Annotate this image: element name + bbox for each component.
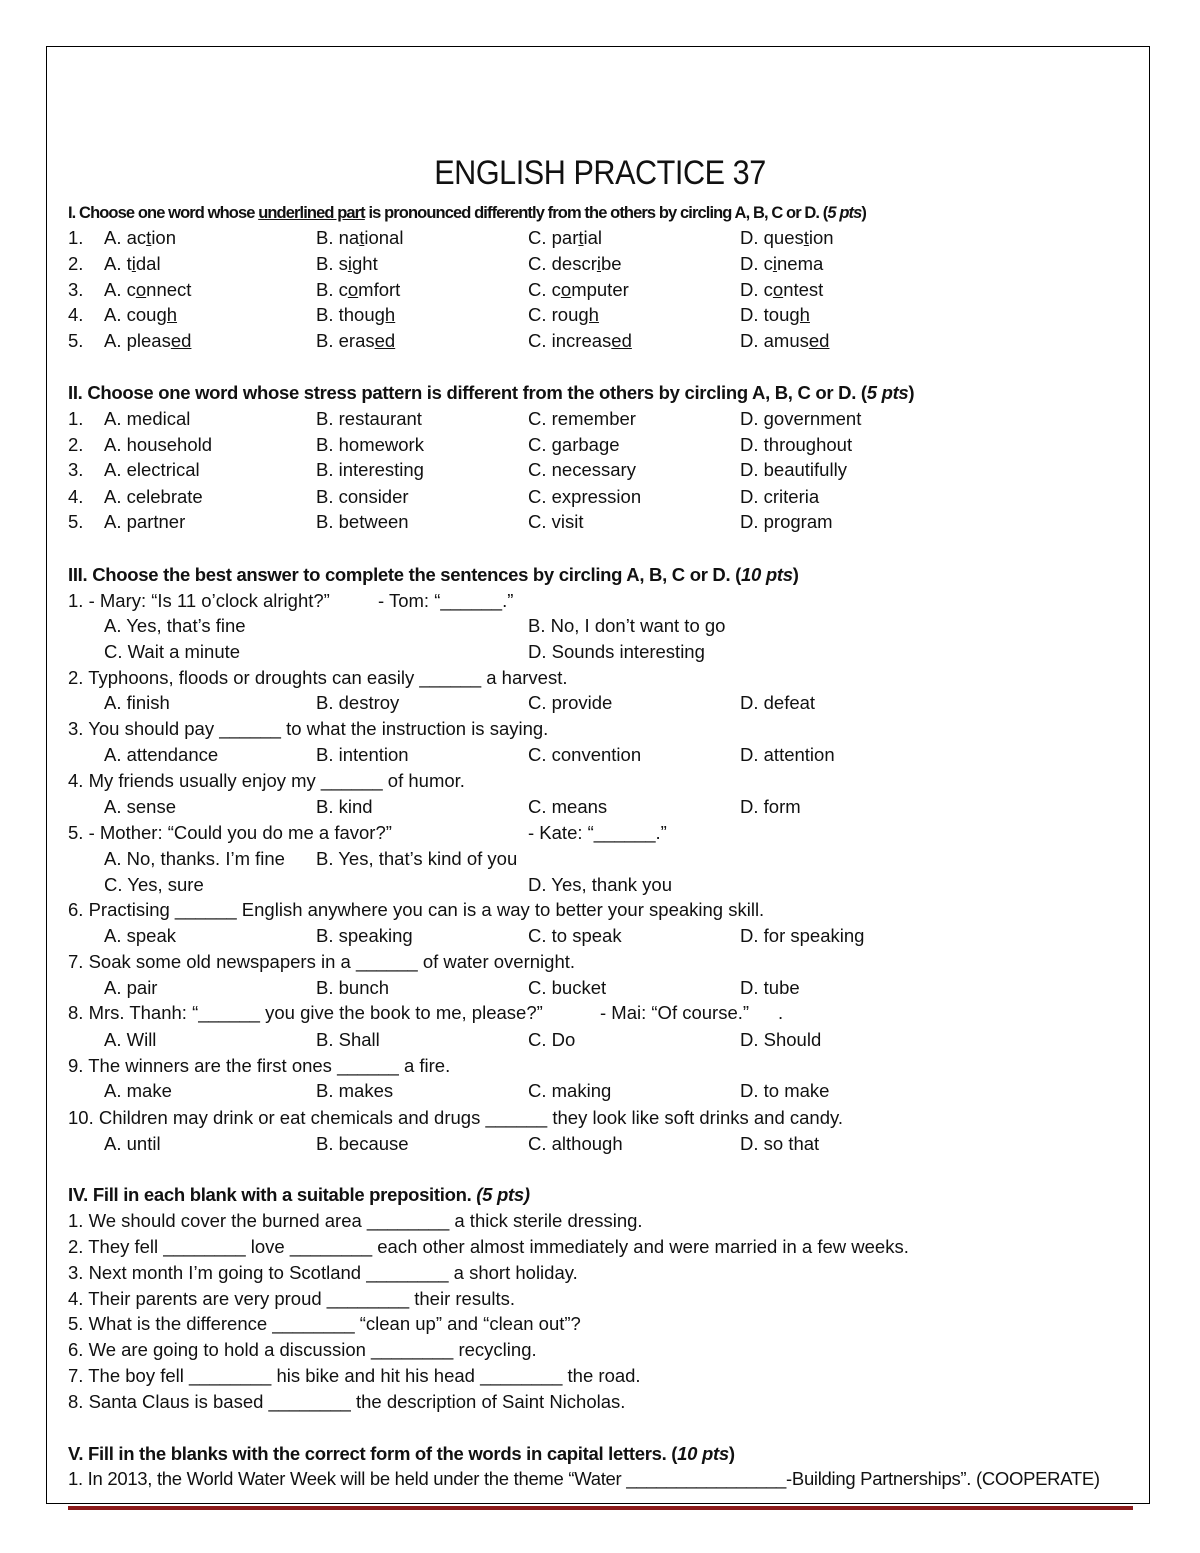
question-number: 4.	[68, 304, 84, 325]
option-d[interactable]: D. Sounds interesting	[528, 641, 705, 662]
question-number: 1.	[68, 408, 84, 429]
option-a[interactable]: A. No, thanks. I’m fine	[104, 848, 285, 869]
section-5-heading: V. Fill in the blanks with the correct form of the words in capital letters. (10 pts)	[68, 1443, 735, 1464]
option-c[interactable]: C. remember	[528, 408, 636, 429]
option-d[interactable]: D. throughout	[740, 434, 853, 455]
option-b[interactable]: B. No, I don’t want to go	[528, 615, 726, 636]
fill-item-4-5: 5. What is the difference ________ “clean up” and “clean out”?	[68, 1313, 581, 1334]
fill-item-4-3: 3. Next month I’m going to Scotland ________ a short holiday.	[68, 1262, 578, 1283]
option-d[interactable]: D. tough	[740, 304, 810, 325]
option-b[interactable]: B. erased	[316, 330, 396, 351]
option-c[interactable]: C. expression	[528, 486, 642, 507]
option-b[interactable]: B. Shall	[316, 1029, 380, 1050]
option-c[interactable]: C. visit	[528, 511, 584, 532]
option-c[interactable]: C. computer	[528, 279, 629, 300]
section-3-heading: III. Choose the best answer to complete the sentences by circling A, B, C or D. (10 pts)	[68, 564, 799, 585]
page-border-right	[1149, 46, 1150, 1504]
option-a[interactable]: A. attendance	[104, 744, 219, 765]
option-c[interactable]: C. to speak	[528, 925, 622, 946]
option-d[interactable]: D. tube	[740, 977, 800, 998]
option-b[interactable]: B. Yes, that’s kind of you	[316, 848, 518, 869]
question-number: 1.	[68, 227, 84, 248]
section-2-heading: II. Choose one word whose stress pattern is different from the others by circling A, B, C or D. (5 pts)	[68, 382, 915, 403]
question-number: 4.	[68, 486, 84, 507]
option-a[interactable]: A. pair	[104, 977, 158, 998]
option-b[interactable]: B. interesting	[316, 459, 424, 480]
option-b[interactable]: B. between	[316, 511, 409, 532]
page-title: ENGLISH PRACTICE 37	[434, 154, 766, 192]
option-c[interactable]: C. means	[528, 796, 608, 817]
question-3-4: 4. My friends usually enjoy my ______ of humor.	[68, 770, 465, 791]
question-number: 2.	[68, 253, 84, 274]
option-a[interactable]: A. tidal	[104, 253, 161, 274]
fill-item-4-8: 8. Santa Claus is based ________ the description of Saint Nicholas.	[68, 1391, 626, 1412]
option-b[interactable]: B. sight	[316, 253, 378, 274]
option-b[interactable]: B. national	[316, 227, 404, 248]
option-a[interactable]: A. action	[104, 227, 177, 248]
option-b[interactable]: B. bunch	[316, 977, 390, 998]
option-a[interactable]: A. until	[104, 1133, 161, 1154]
option-a[interactable]: A. electrical	[104, 459, 200, 480]
option-b[interactable]: B. because	[316, 1133, 409, 1154]
option-d[interactable]: D. government	[740, 408, 862, 429]
option-a[interactable]: A. celebrate	[104, 486, 203, 507]
page-border-bottom	[46, 1503, 1150, 1504]
option-c[interactable]: C. rough	[528, 304, 599, 325]
fill-item-4-6: 6. We are going to hold a discussion ________ recycling.	[68, 1339, 537, 1360]
option-b[interactable]: B. intention	[316, 744, 409, 765]
option-b[interactable]: B. speaking	[316, 925, 413, 946]
question-3-6: 6. Practising ______ English anywhere you can is a way to better your speaking skill.	[68, 899, 765, 920]
section-4-heading: IV. Fill in each blank with a suitable preposition. (5 pts)	[68, 1184, 530, 1205]
option-c[interactable]: C. Do	[528, 1029, 576, 1050]
question-number: 2.	[68, 434, 84, 455]
option-a[interactable]: A. finish	[104, 692, 170, 713]
option-c[interactable]: C. increased	[528, 330, 632, 351]
option-a[interactable]: A. partner	[104, 511, 186, 532]
option-c[interactable]: C. making	[528, 1080, 612, 1101]
footer-rule	[68, 1506, 1133, 1510]
option-d[interactable]: D. Should	[740, 1029, 822, 1050]
option-c[interactable]: C. although	[528, 1133, 623, 1154]
option-b[interactable]: B. restaurant	[316, 408, 422, 429]
question-3-2: 2. Typhoons, floods or droughts can easily ______ a harvest.	[68, 667, 568, 688]
option-c[interactable]: C. convention	[528, 744, 642, 765]
option-d[interactable]: D. form	[740, 796, 801, 817]
page-border-top	[46, 46, 1149, 47]
option-c[interactable]: C. Wait a minute	[104, 641, 241, 662]
option-c[interactable]: C. partial	[528, 227, 603, 248]
option-d[interactable]: D. criteria	[740, 486, 820, 507]
option-d[interactable]: D. defeat	[740, 692, 816, 713]
option-d[interactable]: D. for speaking	[740, 925, 865, 946]
option-b[interactable]: B. kind	[316, 796, 373, 817]
option-c[interactable]: C. describe	[528, 253, 622, 274]
option-c[interactable]: C. necessary	[528, 459, 636, 480]
question-3-7: 7. Soak some old newspapers in a ______ of water overnight.	[68, 951, 576, 972]
page-border-left	[46, 46, 47, 1504]
question-3-3: 3. You should pay ______ to what the instruction is saying.	[68, 718, 549, 739]
question-number: 3.	[68, 459, 84, 480]
option-a[interactable]: A. connect	[104, 279, 192, 300]
option-a[interactable]: A. cough	[104, 304, 178, 325]
option-d[interactable]: D. contest	[740, 279, 824, 300]
option-a[interactable]: A. household	[104, 434, 213, 455]
option-d[interactable]: D. so that	[740, 1133, 820, 1154]
option-d[interactable]: D. question	[740, 227, 834, 248]
option-b[interactable]: B. though	[316, 304, 396, 325]
option-d[interactable]: D. beautifully	[740, 459, 847, 480]
option-b[interactable]: B. homework	[316, 434, 424, 455]
option-b[interactable]: B. destroy	[316, 692, 400, 713]
question-3-10: 10. Children may drink or eat chemicals and drugs ______ they look like soft drinks and candy.	[68, 1107, 844, 1128]
fill-item-5-1: 1. In 2013, the World Water Week will be held under the theme “Water ________________-Building Partnerships”. (COOPERATE)	[68, 1468, 1100, 1489]
option-c[interactable]: C. provide	[528, 692, 613, 713]
option-d[interactable]: D. to make	[740, 1080, 830, 1101]
fill-item-4-2: 2. They fell ________ love ________ each other almost immediately and were married in a few weeks.	[68, 1236, 909, 1257]
option-b[interactable]: B. consider	[316, 486, 409, 507]
question-3-9: 9. The winners are the first ones ______ a fire.	[68, 1055, 451, 1076]
option-d[interactable]: D. Yes, thank you	[528, 874, 672, 895]
option-a[interactable]: A. speak	[104, 925, 176, 946]
option-b[interactable]: B. makes	[316, 1080, 394, 1101]
option-d[interactable]: D. amused	[740, 330, 830, 351]
option-a[interactable]: A. Will	[104, 1029, 157, 1050]
fill-item-4-4: 4. Their parents are very proud ________ their results.	[68, 1288, 515, 1309]
option-b[interactable]: B. comfort	[316, 279, 401, 300]
fill-item-4-7: 7. The boy fell ________ his bike and hit his head ________ the road.	[68, 1365, 641, 1386]
option-d[interactable]: D. program	[740, 511, 833, 532]
option-a[interactable]: A. pleased	[104, 330, 192, 351]
question-number: 5.	[68, 511, 84, 532]
question-number: 3.	[68, 279, 84, 300]
option-a[interactable]: A. make	[104, 1080, 172, 1101]
option-d[interactable]: D. attention	[740, 744, 835, 765]
option-c[interactable]: C. bucket	[528, 977, 607, 998]
option-a[interactable]: A. Yes, that’s fine	[104, 615, 246, 636]
option-c[interactable]: C. garbage	[528, 434, 620, 455]
option-c[interactable]: C. Yes, sure	[104, 874, 204, 895]
option-d[interactable]: D. cinema	[740, 253, 824, 274]
question-number: 5.	[68, 330, 84, 351]
option-a[interactable]: A. sense	[104, 796, 176, 817]
option-a[interactable]: A. medical	[104, 408, 191, 429]
fill-item-4-1: 1. We should cover the burned area ________ a thick sterile dressing.	[68, 1210, 643, 1231]
section-1-heading: I. Choose one word whose underlined part is pronounced differently from the others by circling A, B, C or D. (5 pts)	[68, 204, 867, 222]
